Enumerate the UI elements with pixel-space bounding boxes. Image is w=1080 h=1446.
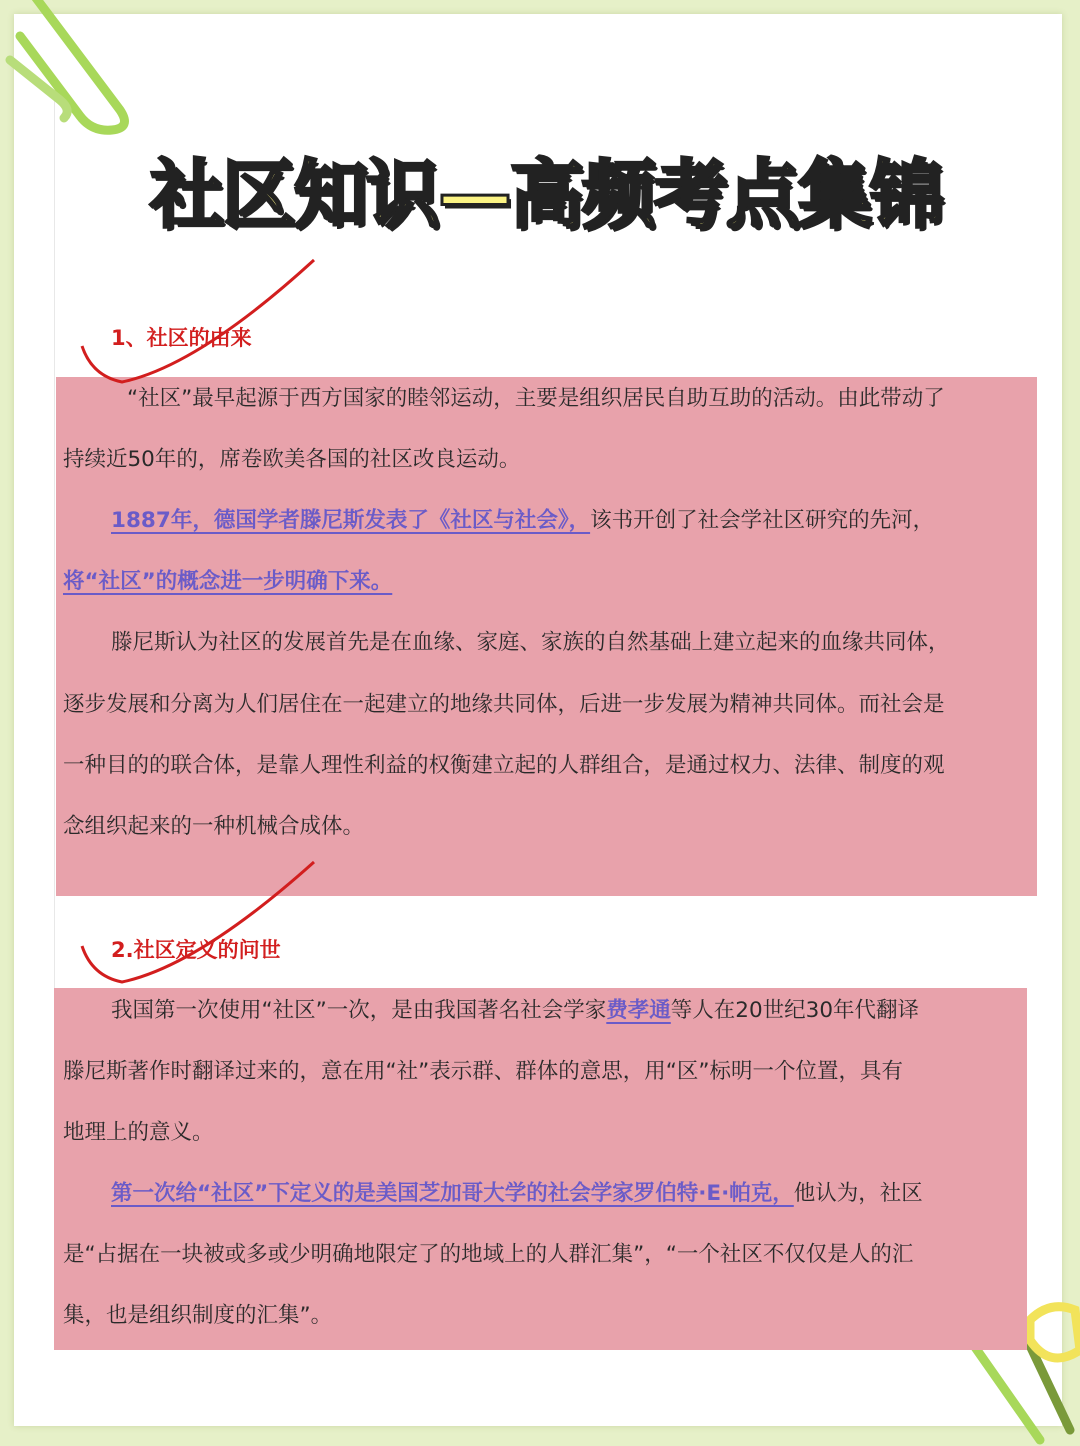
page-title: 社区知识—高频考点集锦 [150,152,942,238]
paragraph-line [63,567,1028,597]
line-text: 一种目的的联合体，是靠人理性利益的权衡建立起的人群组合，是通过权力、法律、制度的观 [63,753,945,778]
line-text: 集，也是组织制度的汇集”。 [63,1303,333,1328]
paragraph-line [63,812,1028,842]
line-text: 该书开创了社会学社区研究的先河， [590,508,935,533]
paragraph-line [63,384,1028,414]
line-text: 滕尼斯著作时翻译过来的，意在用“社”表示群、群体的意思，用“区”标明一个位置，具有 [63,1059,904,1084]
line-text: 地理上的意义。 [63,1120,214,1145]
line-text: 是“占据在一块被或多或少明确地限定了的地域上的人群汇集”，“一个社区不仅仅是人的汇 [63,1242,914,1267]
paragraph-line [63,1240,1028,1270]
paragraph-line [63,1057,1028,1087]
line-text: “社区”最早起源于西方国家的睦邻运动，主要是组织居民自助互助的活动。由此带动了 [127,386,945,411]
line-text: 逐步发展和分离为人们居住在一起建立的地缘共同体，后进一步发展为精神共同体。而社会是 [63,692,945,717]
section-2-heading: 2.社区定义的问世 [111,938,281,962]
paragraph-line [63,506,1028,536]
line-text: 等人在20世纪30年代翻译 [670,998,920,1023]
paragraph-line [63,628,1028,658]
highlighted-text: 将“社区”的概念进一步明确下来。 [63,569,393,594]
line-text: 持续近50年的，席卷欧美各国的社区改良运动。 [63,447,521,472]
line-text: 他认为，社区 [793,1181,923,1206]
highlighted-text: 第一次给“社区”下定义的是美国芝加哥大学的社会学家罗伯特·E·帕克， [111,1181,794,1206]
paragraph-line [63,690,1028,720]
line-text: 念组织起来的一种机械合成体。 [63,814,365,839]
line-text: 我国第一次使用“社区”一次，是由我国著名社会学家 [111,998,607,1023]
paragraph-line [63,996,1028,1026]
line-text: 滕尼斯认为社区的发展首先是在血缘、家庭、家族的自然基础上建立起来的血缘共同体， [111,630,950,655]
section-1-heading: 1、社区的由来 [111,326,252,350]
section-2-highlight-band [54,988,1027,1350]
paragraph-line [63,1301,1028,1331]
paragraph-line [63,445,1028,475]
paragraph-line [63,751,1028,781]
paragraph-line [63,1179,1028,1209]
highlighted-text: 费孝通 [606,998,671,1023]
highlighted-text: 1887年，德国学者滕尼斯发表了《社区与社会》， [111,508,591,533]
paragraph-line [63,1118,1028,1148]
